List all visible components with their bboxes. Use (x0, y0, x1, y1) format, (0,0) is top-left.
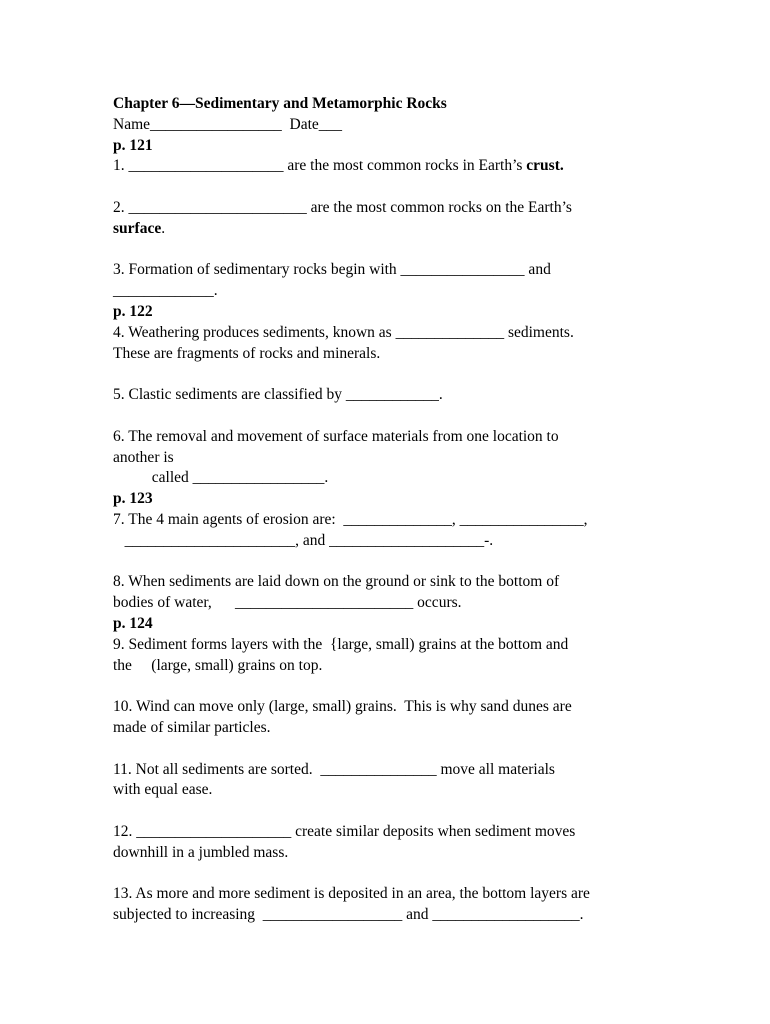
spacer (113, 801, 673, 822)
spacer (113, 676, 673, 697)
question-7-line-2: ______________________, and ____________________-. (113, 531, 494, 549)
question-9-line-2: the (large, small) grains on top. (113, 656, 323, 674)
worksheet-page (113, 94, 673, 926)
question-6-line-3: called _________________. (113, 469, 329, 487)
question-3-line-2: _____________. (113, 282, 218, 300)
spacer (113, 240, 673, 261)
question-1-bold: crust. (526, 157, 564, 175)
question-13-line-2: subjected to increasing __________________ and ___________________. (113, 906, 584, 924)
question-2-bold: surface (113, 219, 162, 237)
page-ref-122: p. 122 (113, 302, 153, 320)
question-1-text: 1. ____________________ are the most common rocks in Earth’s (113, 157, 527, 175)
question-12-line-2: downhill in a jumbled mass. (113, 843, 289, 861)
question-9-line-1: 9. Sediment forms layers with the {large, small) grains at the bottom and (113, 635, 569, 653)
spacer (113, 739, 673, 760)
worksheet-title: Chapter 6—Sedimentary and Metamorphic Rocks (113, 95, 447, 112)
question-11-line-2: with equal ease. (113, 781, 213, 799)
question-13-line-1: 13. As more and more sediment is deposited in an area, the bottom layers are (113, 885, 590, 903)
question-4-line-2: These are fragments of rocks and minerals. (113, 344, 381, 362)
question-12-line-1: 12. ____________________ create similar deposits when sediment moves (113, 822, 576, 840)
spacer (113, 863, 673, 884)
question-8-line-1: 8. When sediments are laid down on the ground or sink to the bottom of (113, 573, 560, 591)
question-1 (113, 156, 673, 177)
page-ref-121: p. 121 (113, 136, 153, 154)
question-6-line-2: another is (113, 448, 174, 466)
question-2-end: . (161, 219, 166, 237)
spacer (113, 406, 673, 427)
spacer (113, 364, 673, 385)
question-7-line-1: 7. The 4 main agents of erosion are: ______________, ________________, (113, 510, 588, 528)
page-ref-124: p. 124 (113, 614, 153, 632)
question-2-line-2 (113, 219, 673, 240)
question-8-line-2: bodies of water, _______________________ occurs. (113, 594, 462, 612)
spacer (113, 552, 673, 573)
question-4-line-1: 4. Weathering produces sediments, known as ______________ sediments. (113, 323, 574, 341)
question-6-line-1: 6. The removal and movement of surface materials from one location to (113, 427, 559, 445)
spacer (113, 177, 673, 198)
question-3-line-1: 3. Formation of sedimentary rocks begin with ________________ and (113, 261, 551, 279)
question-10-line-2: made of similar particles. (113, 718, 271, 736)
question-5-line-1: 5. Clastic sediments are classified by ____________. (113, 386, 443, 404)
question-10-line-1: 10. Wind can move only (large, small) grains. This is why sand dunes are (113, 698, 572, 716)
question-2-line-1: 2. _______________________ are the most common rocks on the Earth’s (113, 198, 572, 216)
question-11-line-1: 11. Not all sediments are sorted. _______________ move all materials (113, 760, 555, 778)
name-date-line: Name_________________ Date___ (113, 115, 343, 133)
page-ref-123: p. 123 (113, 490, 153, 508)
